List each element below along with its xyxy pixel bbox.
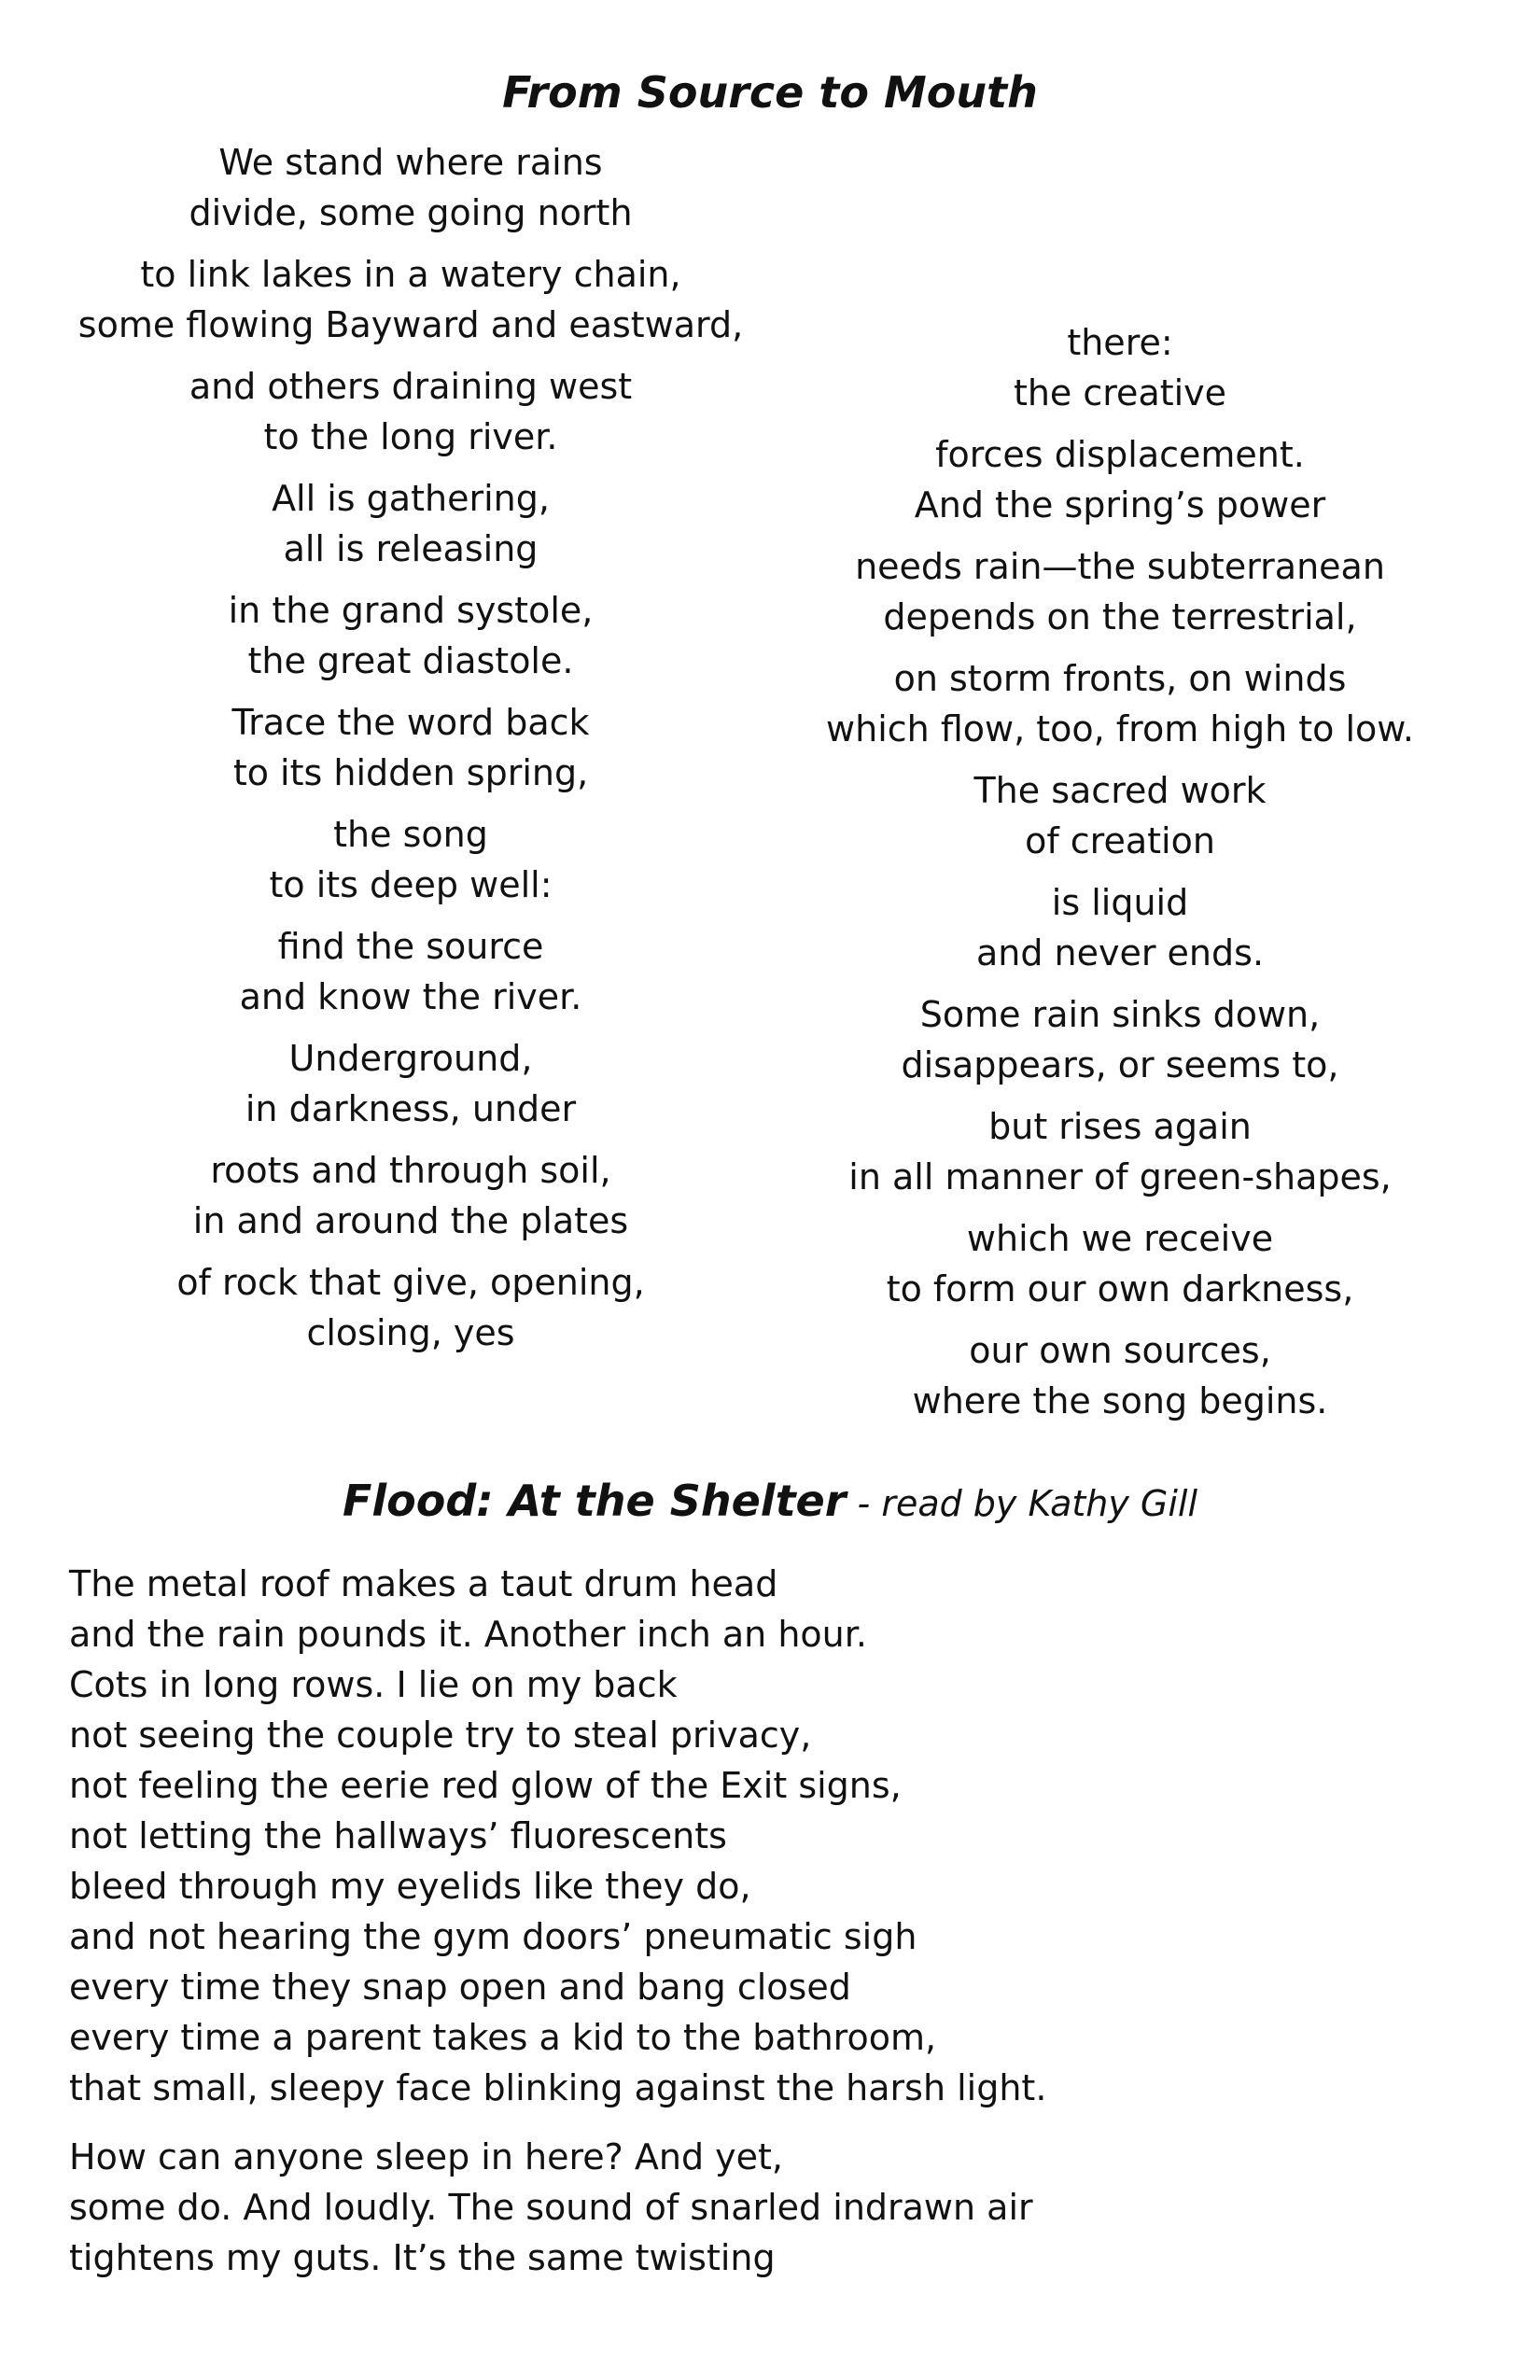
- poem-line: every time they snap open and bang closed: [69, 1967, 851, 2008]
- poem-line: is liquid: [1051, 882, 1189, 923]
- poem-line: to link lakes in a watery chain,: [140, 254, 681, 295]
- stanza: [747, 989, 1493, 1090]
- poem-line: and know the river.: [239, 976, 582, 1017]
- poem-line: that small, sleepy face blinking against the harsh light.: [69, 2067, 1047, 2108]
- poem-line: to its deep well:: [269, 864, 553, 905]
- poem-line: which flow, too, from high to low.: [826, 708, 1414, 749]
- poem-line: and the rain pounds it. Another inch an hour.: [69, 1614, 867, 1655]
- poem-line: every time a parent takes a kid to the bathroom,: [69, 2017, 937, 2058]
- stanza: [747, 765, 1493, 866]
- stanza: [37, 809, 784, 910]
- stanza: [37, 249, 784, 350]
- poem-line: to its hidden spring,: [232, 752, 589, 793]
- poem-line: the song: [333, 814, 488, 855]
- stanza: [37, 1145, 784, 1246]
- stanza: [747, 653, 1493, 754]
- poem-line: in and around the plates: [192, 1200, 629, 1241]
- poem-line: which we receive: [966, 1218, 1274, 1259]
- stanza: [747, 317, 1493, 418]
- stanza: [747, 541, 1493, 642]
- poem-line: find the source: [277, 926, 544, 967]
- poem-line: disappears, or seems to,: [901, 1044, 1339, 1085]
- poem-line: And the spring’s power: [914, 484, 1326, 525]
- poem-line: The sacred work: [973, 770, 1267, 811]
- stanza: [747, 429, 1493, 530]
- poem2-heading: [0, 1473, 1540, 1539]
- poem-line: The metal roof makes a taut drum head: [69, 1563, 778, 1604]
- poem-title-flood-at-the-shelter: Flood: At the Shelter: [342, 1476, 847, 1526]
- poem-line: not seeing the couple try to steal privacy,: [69, 1715, 812, 1756]
- poem-line: the creative: [1013, 372, 1227, 413]
- poem-line: Underground,: [288, 1038, 533, 1079]
- stanza: [37, 1033, 784, 1134]
- poem-title-from-source-to-mouth: From Source to Mouth: [502, 67, 1038, 118]
- poem-line: divide, some going north: [189, 192, 633, 233]
- poem-line: where the song begins.: [912, 1380, 1328, 1421]
- stanza: [69, 2132, 1469, 2283]
- poem-line: and not hearing the gym doors’ pneumatic sigh: [69, 1916, 917, 1957]
- poem-line: not feeling the eerie red glow of the Exit signs,: [69, 1765, 902, 1806]
- poem-line: some flowing Bayward and eastward,: [77, 304, 744, 345]
- poem2-body: [69, 1559, 1469, 2302]
- stanza: [747, 1101, 1493, 1202]
- stanza: [37, 921, 784, 1022]
- stanza: [37, 473, 784, 574]
- poem-line: How can anyone sleep in here? And yet,: [69, 2136, 784, 2177]
- poem-line: in all manner of green-shapes,: [848, 1156, 1392, 1197]
- poem-line: the great diastole.: [247, 640, 574, 681]
- stanza: [37, 697, 784, 798]
- poem-line: to form our own darkness,: [886, 1268, 1354, 1309]
- poem-line: to the long river.: [263, 416, 558, 457]
- poem-line: tightens my guts. It’s the same twisting: [69, 2237, 776, 2278]
- poem-line: roots and through soil,: [210, 1150, 611, 1191]
- stanza: [37, 137, 784, 238]
- poem-line: all is releasing: [283, 528, 539, 569]
- poem-line: closing, yes: [306, 1312, 515, 1353]
- poem-line: depends on the terrestrial,: [883, 596, 1357, 637]
- poem1-left-column: [37, 137, 784, 1369]
- stanza: [69, 1559, 1469, 2113]
- poem1-right-column: [747, 317, 1493, 1437]
- stanza: [37, 361, 784, 462]
- poem-line: of rock that give, opening,: [176, 1262, 645, 1303]
- poem-line: bleed through my eyelids like they do,: [69, 1866, 751, 1907]
- poem-line: but rises again: [988, 1106, 1252, 1147]
- poem-line: All is gathering,: [272, 478, 550, 519]
- poem-line: in darkness, under: [245, 1088, 577, 1129]
- poem-line: our own sources,: [969, 1330, 1271, 1371]
- poem-line: on storm fronts, on winds: [893, 658, 1347, 699]
- stanza: [37, 585, 784, 686]
- poem-line: needs rain—the subterranean: [855, 546, 1385, 587]
- poem-line: Some rain sinks down,: [919, 994, 1321, 1035]
- poem-line: some do. And loudly. The sound of snarled indrawn air: [69, 2187, 1033, 2228]
- poem-line: and never ends.: [975, 932, 1265, 973]
- stanza: [747, 1213, 1493, 1314]
- reader-credit: - read by Kathy Gill: [846, 1483, 1198, 1524]
- stanza: [37, 1257, 784, 1358]
- poem-line: Cots in long rows. I lie on my back: [69, 1664, 678, 1705]
- poem-line: forces displacement.: [935, 434, 1305, 475]
- stanza: [747, 877, 1493, 978]
- poem-line: and others draining west: [189, 366, 633, 407]
- poem-line: Trace the word back: [231, 702, 590, 743]
- poem-line: We stand where rains: [218, 142, 603, 183]
- poem-line: in the grand systole,: [228, 590, 594, 631]
- stanza: [747, 1325, 1493, 1426]
- poem-line: there:: [1067, 322, 1173, 363]
- poem-line: not letting the hallways’ fluorescents: [69, 1815, 727, 1856]
- poem-line: of creation: [1025, 820, 1215, 861]
